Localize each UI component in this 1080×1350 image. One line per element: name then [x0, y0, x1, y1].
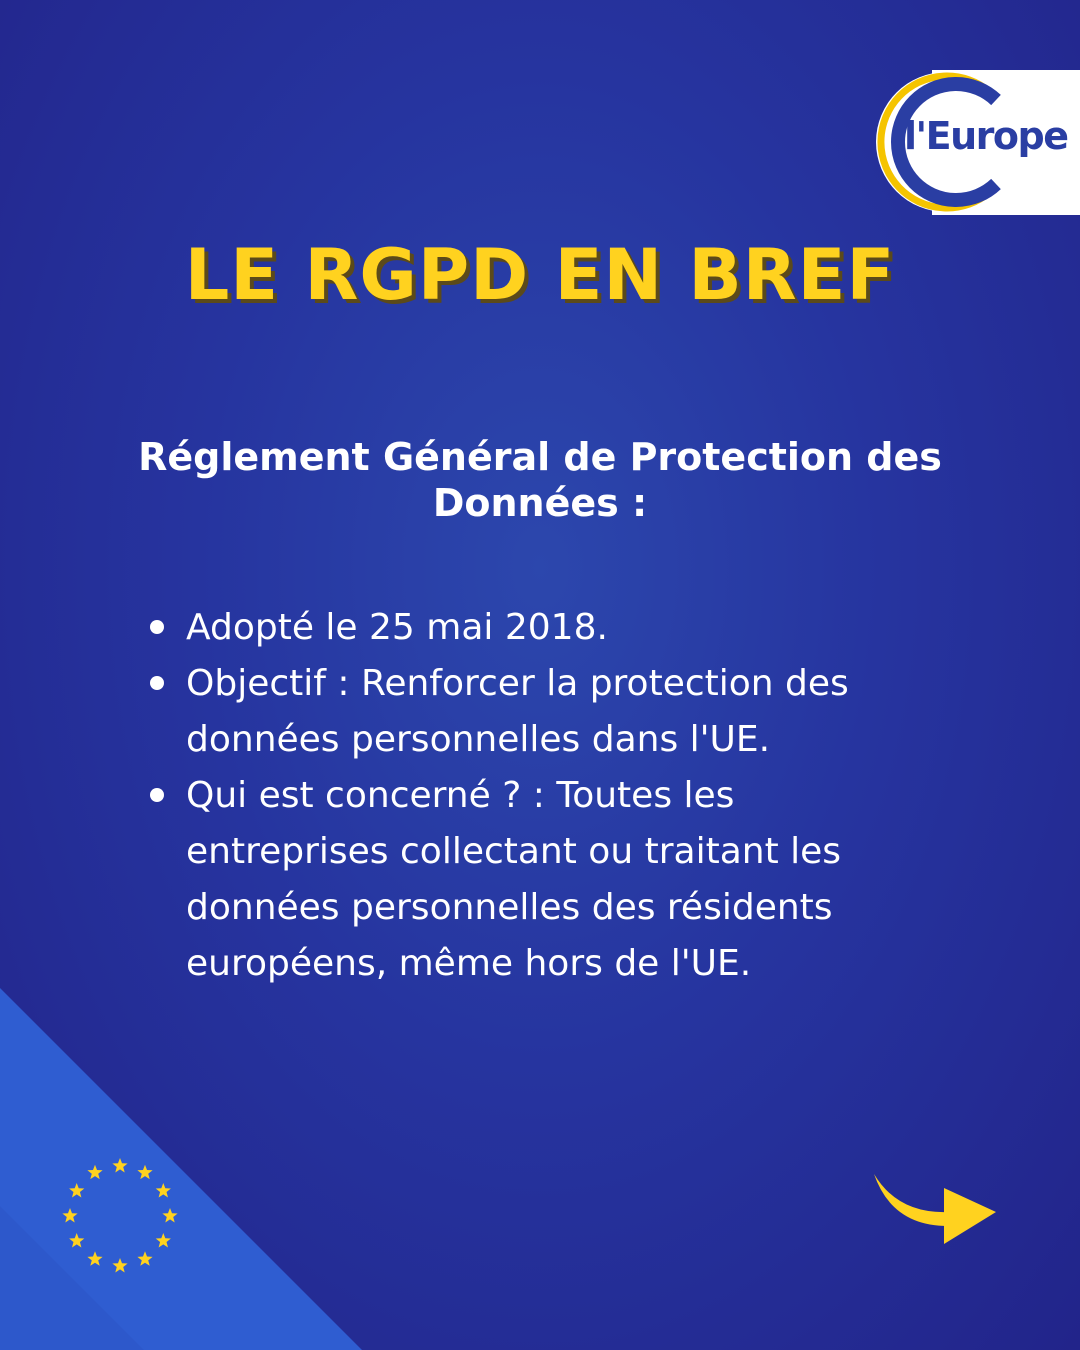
star-icon [69, 1233, 84, 1247]
list-item-text: Adopté le 25 mai 2018. [186, 607, 608, 648]
subtitle-line-1: Réglement Général de Protection des [138, 435, 942, 479]
subtitle-line-2: Données : [432, 481, 648, 525]
list-item [148, 656, 948, 768]
star-icon [137, 1165, 152, 1179]
star-icon [112, 1258, 127, 1272]
star-icon [87, 1251, 102, 1265]
star-icon [87, 1165, 102, 1179]
next-arrow-icon[interactable] [868, 1166, 1004, 1250]
list-item-text: Qui est concerné ? : Toutes les entreprises collectant ou traitant les données personnelles des résidents européens, même hors de l'UE. [186, 775, 842, 984]
page-title: LE RGPD EN BREF [184, 234, 896, 316]
star-icon [156, 1233, 171, 1247]
subtitle [120, 434, 960, 526]
star-icon [156, 1183, 171, 1197]
list-item-text: Objectif : Renforcer la protection des données personnelles dans l'UE. [186, 663, 849, 760]
logo-text: l'Europe [904, 114, 1068, 158]
star-icon [162, 1208, 177, 1222]
star-icon [137, 1251, 152, 1265]
eu-stars-icon [50, 1152, 190, 1282]
bullet-list [148, 600, 948, 992]
star-icon [112, 1158, 127, 1172]
bullet-dot-icon [150, 676, 164, 690]
list-item [148, 600, 948, 656]
bullet-dot-icon [150, 788, 164, 802]
star-icon [62, 1208, 77, 1222]
bullet-dot-icon [150, 620, 164, 634]
logo [872, 70, 1080, 215]
list-item [148, 768, 948, 992]
star-icon [69, 1183, 84, 1197]
